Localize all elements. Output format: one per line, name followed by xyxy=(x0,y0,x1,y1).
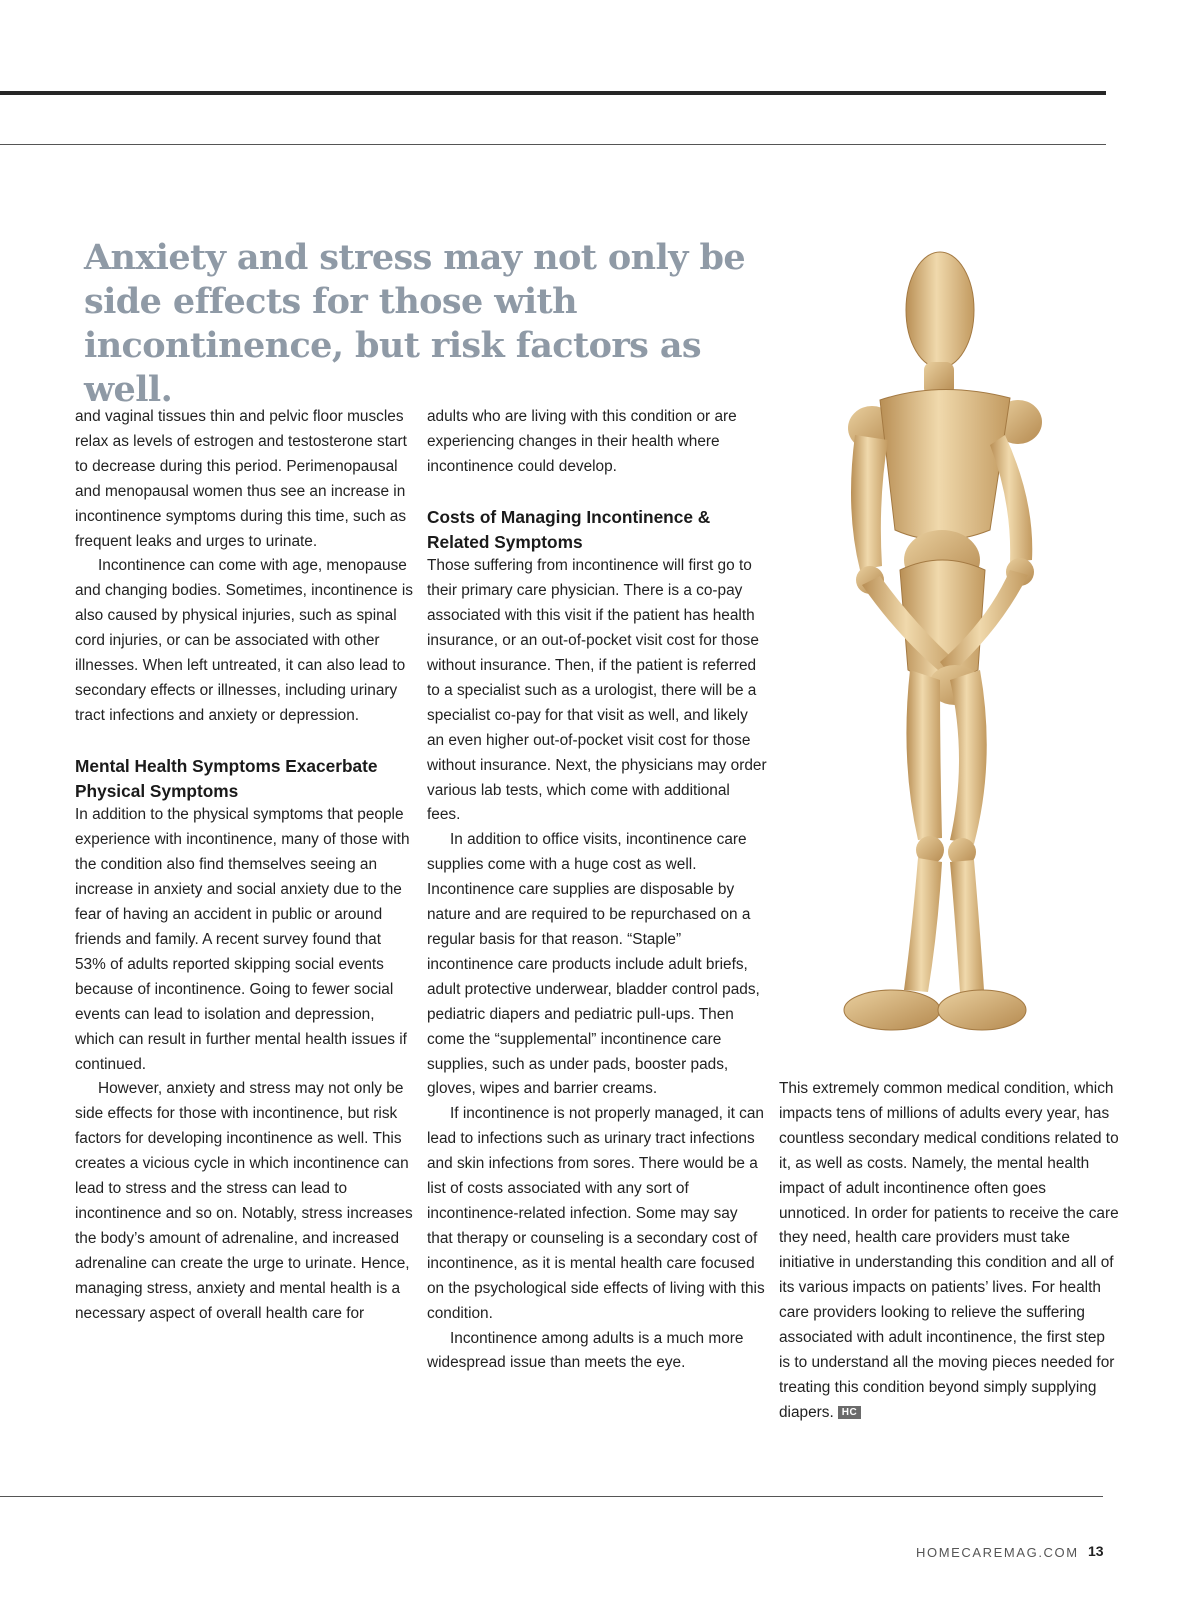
paragraph: Incontinence among adults is a much more widespread issue than meets the eye. xyxy=(427,1329,744,1372)
article-column-3 xyxy=(779,1077,1119,1426)
paragraph: Incontinence can come with age, menopause and changing bodies. Sometimes, incontinence is also caused by physical injuries, such as spinal cord injuries, or can be associated with other illnesses. When left untreated, it can also lead to secondary effects or illnesses, including urinary tract infections and anxiety or depression. xyxy=(75,557,413,724)
paragraph: However, anxiety and stress may not only be side effects for those with incontinence, but risk factors for developing incontinence as well. This creates a vicious cycle in which incontinence can lead to stress and the stress can lead to incontinence and so on. Notably, stress increases the body’s amount of adrenaline, and increased adrenaline can create the urge to urinate. Hence, managing stress, anxiety and mental health is a necessary aspect of overall health care for xyxy=(75,1080,413,1322)
paragraph xyxy=(779,1077,1119,1426)
paragraph: and vaginal tissues thin and pelvic floor muscles relax as levels of estrogen and testosterone start to decrease during this period. Perimenopausal and menopausal women thus see an increase in incontinence symptoms during this time, such as frequent leaks and urges to urinate. xyxy=(75,408,407,550)
paragraph: Those suffering from incontinence will first go to their primary care physician. There is a co-pay associated with this visit if the patient has health insurance, or an out-of-pocket visit cost for those without insurance. Then, if the patient is referred to a specialist such as a urologist, there will be a specialist co-pay for that visit as well, and likely an even higher out-of-pocket visit cost for those without insurance. Next, the physicians may order various lab tests, which come with additional fees. xyxy=(427,557,767,824)
page-number: 13 xyxy=(1088,1543,1104,1559)
paragraph: If incontinence is not properly managed, it can lead to infections such as urinary tract infections and skin infections from sores. There would be a list of costs associated with any sort of incontinence-related infection. Some may say that therapy or counseling is a secondary cost of incontinence, as it is mental health care focused on the psychological side effects of living with this condition. xyxy=(427,1105,765,1322)
article-column-1 xyxy=(75,405,415,1327)
paragraph: In addition to the physical symptoms that people experience with incontinence, many of those with the condition also find themselves seeing an increase in anxiety and social anxiety due to the fear of having an accident in public or around friends and family. A recent survey found that 53% of adults reported skipping social events because of incontinence. Going to fewer social events can lead to isolation and depression, which can result in further mental health issues if continued. xyxy=(75,806,410,1073)
second-rule xyxy=(0,144,1106,145)
paragraph: adults who are living with this condition or are experiencing changes in their health where incontinence could develop. xyxy=(427,408,737,475)
article-column-2 xyxy=(427,405,767,1376)
section-heading: Mental Health Symptoms Exacerbate Physical Symptoms xyxy=(75,755,378,801)
hc-end-mark: HC xyxy=(838,1406,861,1419)
wooden-mannequin-figure xyxy=(800,240,1100,1060)
footer-website: HOMECAREMAG.COM xyxy=(916,1545,1079,1560)
footer-rule xyxy=(0,1496,1103,1497)
section-heading: Costs of Managing Incontinence & Related Symptoms xyxy=(427,506,711,552)
paragraph: In addition to office visits, incontinence care supplies come with a huge cost as well. Incontinence care supplies are disposable by nature and are required to be repurchased on a regular basis for that reason. “Staple” incontinence care products include adult briefs, adult protective underwear, bladder control pads, pediatric diapers and pediatric pull-ups. Then come the “supplemental” incontinence care supplies, such as under pads, booster pads, gloves, wipes and barrier creams. xyxy=(427,831,760,1098)
pull-quote: Anxiety and stress may not only be side effects for those with incontinence, but risk factors as well. xyxy=(84,237,746,410)
top-rule xyxy=(0,91,1106,95)
paragraph-text: This extremely common medical condition, which impacts tens of millions of adults every year, has countless secondary medical conditions related to it, as well as costs. Namely, the mental health impact of adult incontinence often goes unnoticed. In order for patients to receive the care they need, health care providers must take initiative in understanding this condition and all of its various impacts on patients’ lives. For health care providers looking to relieve the suffering associated with adult incontinence, the first step is to understand all the moving pieces needed for treating this condition beyond simply supplying diapers. xyxy=(779,1080,1119,1421)
